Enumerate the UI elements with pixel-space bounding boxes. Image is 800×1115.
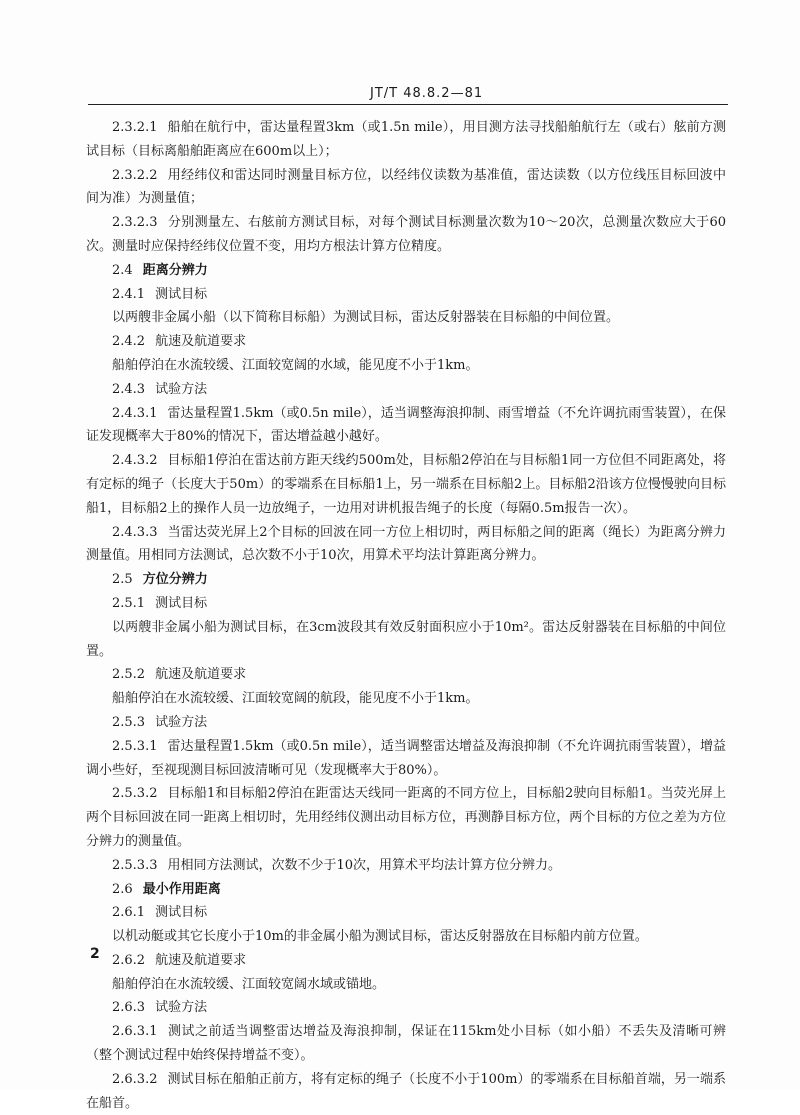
clause-2-4-3-2 [86,449,726,520]
page-number: 2 [90,946,100,962]
clause-number: 2.3.2.1 [112,120,158,135]
clause-2-5-3-1 [86,735,726,783]
clause-2-6-3-2 [86,1068,726,1115]
clause-number: 2.4.2 [112,334,146,350]
clause-2-5 [86,568,726,592]
clause-2-5-3-2 [86,782,726,853]
clause-number: 2.3.2.3 [112,215,158,231]
clause-2-6-3 [86,996,726,1020]
paragraph [86,354,726,378]
paragraph [86,925,726,949]
clause-2-4-2 [86,330,726,354]
clause-text: 测试目标 [155,595,208,611]
clause-2-3-2-2 [86,164,726,212]
clause-text: 分别测量左、右舷前方测试目标，对每个测试目标测量次数为10～20次，总测量次数应大于60次。测量时应保持经纬仪位置不变，用均方根法计算方位精度。 [86,215,726,254]
clause-text: 测试之前适当调整雷达增益及海浪抑制，保证在115km处小目标（如小船）不丢失及清晰可辨（整个测试过程中始终保持增益不变）。 [86,1024,726,1064]
clause-number: 2.5 [112,572,133,588]
clause-text: 航速及航道要求 [155,334,247,350]
clause-text: 船舶停泊在水流较缓、江面较宽阔的航段，能见度不小于1km。 [112,691,479,707]
clause-text: 船舶停泊在水流较缓、江面较宽阔的水域，能见度不小于1km。 [112,357,479,373]
clause-text: 雷达量程置1.5km（或0.5n mile），适当调整雷达增益及海浪抑制（不允许调抗雨雪装置），增益调小些好，至视现测目标回波清晰可见（发现概率大于80%）。 [86,738,726,778]
clause-text: 目标船1和目标船2停泊在距雷达天线同一距离的不同方位上，目标船2驶向目标船1。当荧光屏上两个目标回波在同一距离上相切时，先用经纬仪测出动目标方位，再测静目标方位，两个目标的方位之差为方位分辨力的测量值。 [86,786,726,849]
clause-2-4-3-3 [86,521,726,569]
clause-number: 2.5.1 [112,595,146,611]
clause-number: 2.6.3.1 [112,1024,158,1040]
clause-number: 2.3.2.2 [112,167,158,183]
clause-text: 以两艘非金属小船为测试目标，在3cm波段其有效反射面积应小于10m²。雷达反射器装在目标船的中间位置。 [86,619,726,659]
clause-number: 2.6.2 [112,952,146,968]
clause-text: 当雷达荧光屏上2个目标的回波在同一方位上相切时，两目标船之间的距离（绳长）为距离分辨力测量值。用相同方法测试，总次数不小于10次，用算术平均法计算距离分辨力。 [86,524,726,564]
clause-2-4-1 [86,283,726,307]
clause-text: 以机动艇或其它长度小于10m的非金属小船为测试目标，雷达反射器放在目标船内前方位置。 [112,929,648,945]
clause-number: 2.5.2 [112,667,146,683]
paragraph [86,616,726,664]
clause-text: 测试目标在船舶正前方，将有定标的绳子（长度不小于100m）的零端系在目标船首端，另一端系在船首。 [86,1071,726,1111]
clause-number: 2.5.3.2 [112,786,158,802]
standard-code: JT/T 48.8.2—81 [370,86,484,101]
clause-text: 测试目标 [155,905,208,921]
clause-text: 船舶在航行中，雷达量程置3km（或1.5n mile），用目测方法寻找船舶航行左（或右）舷前方测试目标（目标离船舶距离应在600m以上）； [86,120,726,159]
clause-number: 2.4.3.2 [112,453,158,469]
clause-number: 2.5.3.3 [112,857,158,873]
clause-2-6-3-1 [86,1020,726,1068]
clause-2-3-2-3 [86,211,726,259]
clause-2-6 [86,878,726,902]
clause-number: 2.4.3 [112,381,146,397]
clause-2-3-2-1 [86,116,726,164]
clause-number: 2.5.3.1 [112,738,158,754]
clause-number: 2.6 [112,881,133,897]
clause-text: 雷达量程置1.5km（或0.5n mile），适当调整海浪抑制、雨雪增益（不允许调抗雨雪装置），在保证发现概率大于80%的情况下，雷达增益越小越好。 [86,405,726,445]
clause-text: 目标船1停泊在雷达前方距天线约500m处，目标船2停泊在与目标船1同一方位但不同距离处，将有定标的绳子（长度大于50m）的零端系在目标船1上，另一端系在目标船2上。目标船2沿该方位慢慢驶向目标船1，目标船2上的操作人员一边放绳子，一边用对讲机报告绳子的长度（每隔0.5m报告一次）。 [86,453,726,516]
clause-text: 试验方法 [155,714,208,730]
clause-text: 用经纬仪和雷达同时测量目标方位，以经纬仪读数为基准值，雷达读数（以方位线压目标回波中间为准）为测量值； [86,167,726,207]
clause-text: 方位分辨力 [142,572,208,588]
clause-number: 2.4 [112,262,133,278]
clause-number: 2.4.1 [112,286,146,302]
clause-text: 以两艘非金属小船（以下简称目标船）为测试目标，雷达反射器装在目标船的中间位置。 [112,310,620,326]
clause-number: 2.6.3.2 [112,1071,158,1087]
clause-2-4-3-1 [86,402,726,450]
clause-2-5-3 [86,711,726,735]
paragraph [86,306,726,330]
clause-2-4 [86,259,726,283]
clause-2-6-2 [86,949,726,973]
clause-2-5-3-3 [86,854,726,878]
clause-number: 2.4.3.3 [112,524,158,540]
clause-2-4-3 [86,378,726,402]
header-rule [88,104,728,105]
document-body [86,116,726,1115]
clause-text: 最小作用距离 [142,881,221,897]
clause-text: 测试目标 [155,286,208,302]
clause-2-5-1 [86,592,726,616]
paragraph [86,687,726,711]
clause-text: 距离分辨力 [142,262,208,278]
clause-2-6-1 [86,901,726,925]
clause-text: 航速及航道要求 [155,952,247,968]
clause-number: 2.6.3 [112,1000,146,1016]
clause-text: 试验方法 [155,1000,208,1016]
clause-text: 试验方法 [155,381,208,397]
clause-text: 船舶停泊在水流较缓、江面较宽阔水域或锚地。 [112,976,386,992]
clause-number: 2.5.3 [112,714,146,730]
clause-number: 2.4.3.1 [112,405,158,421]
clause-text: 用相同方法测试，次数不少于10次，用算术平均法计算方位分辨力。 [167,857,562,873]
clause-number: 2.6.1 [112,905,146,921]
clause-2-5-2 [86,663,726,687]
clause-text: 航速及航道要求 [155,667,247,683]
paragraph [86,973,726,997]
